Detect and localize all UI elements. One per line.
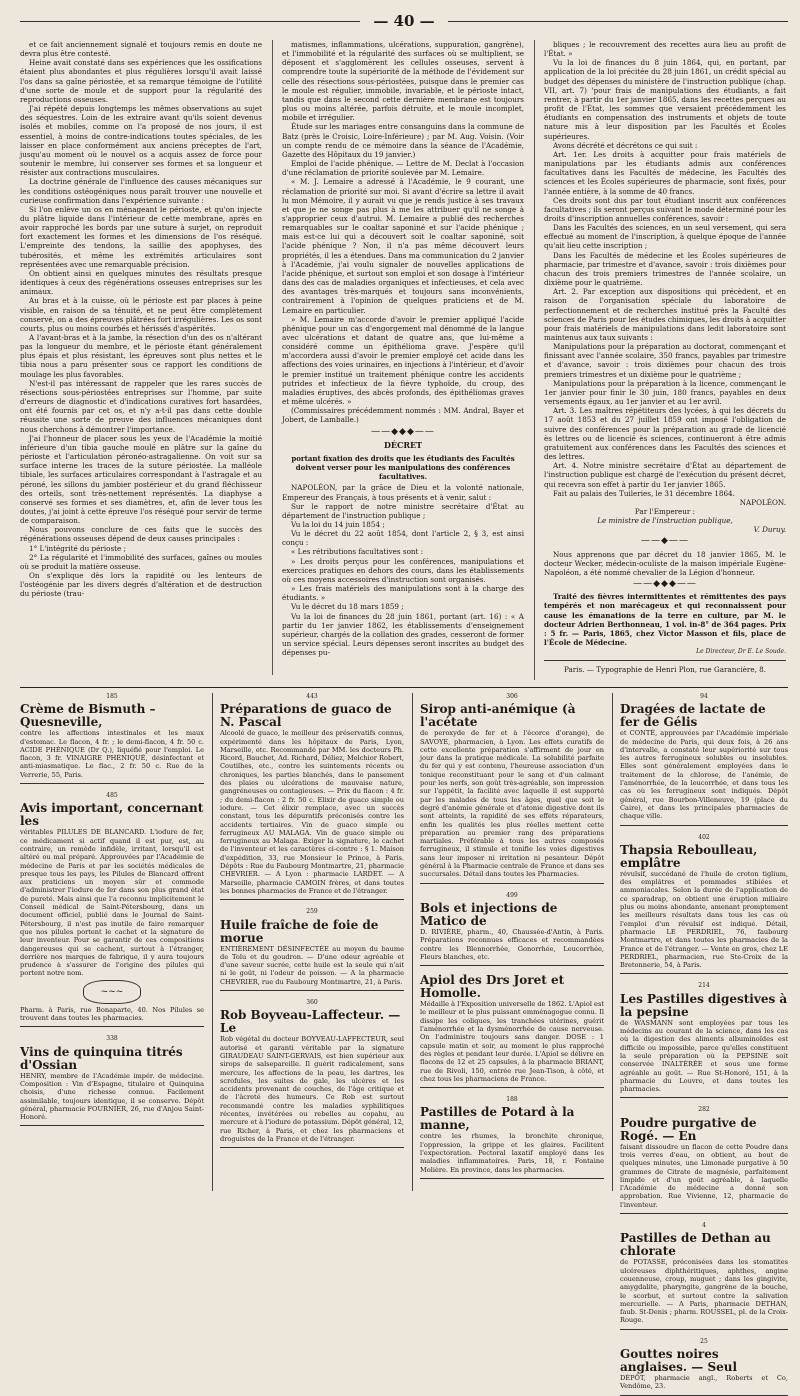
- ad-title: Les Pastilles digestives à la pepsine: [620, 991, 788, 1019]
- signature-minister: V. Duruy.: [753, 525, 786, 535]
- ad-number: 25: [700, 1337, 708, 1345]
- advertisements: [20, 693, 788, 1391]
- ad-title: Pastilles de Potard à la manne,: [420, 1105, 575, 1133]
- paragraph: Vu la loi du 14 juin 1854 ;: [291, 519, 385, 529]
- paragraph: (Commissaires précédemment nommés : MM. Andral, Bayer et Jobert, de Lamballe.): [282, 406, 524, 425]
- paragraph: Ces droits sont dus par tout étudiant inscrit aux conférences facultatives ; ils seront perçus suivant le mode déterminé pour les droits d'inscription annuelles conférences, savoir :: [544, 195, 786, 223]
- paragraph: et ce fait anciennement signalé et toujours remis en doute ne devra plus être contesté.: [20, 40, 262, 59]
- paragraph: » Les droits perçus pour les conférences, manipulations et exercices pratiques en dehors des cours, dans les établissements où ces moyens accessoires d'instruction sont organisés.: [282, 556, 524, 584]
- advertisement: [620, 982, 788, 1098]
- ad-rule: [420, 1087, 604, 1088]
- advertisement: [420, 1096, 604, 1179]
- advertisement: [220, 999, 404, 1148]
- paragraph: Art. 4. Notre ministre secrétaire d'État au département de l'instruction publique est chargé de l'exécution du présent décret, qui recevra son effet à partir du 1er janvier 1865.: [544, 461, 786, 489]
- paragraph: Manipulations pour la préparation à la licence, commençant le 1er janvier pour finir le 30 juin, 180 francs, payables en deux versements égaux, au 1er janvier et au 1er avril.: [544, 378, 786, 407]
- ad-title: Vins de quinquina titrés d'Ossian: [20, 1044, 183, 1072]
- header-rule-right: [448, 21, 788, 22]
- ad-body: de WASMANN sont employées par tous les médecins au courant de la science, dans les cas où la digestion des aliments albuminoïdes est difficile ou impossible, parce qu'elles constituent la seule préparation où la PEPSINE soit conservée INALTÉRÉE et sous une forme agréable au goût. — Rue St-Honoré, 151, à la pharmacie du Louvre, et dans toutes les pharmacies.: [620, 1018, 788, 1094]
- ad-rule: [20, 783, 204, 784]
- ad-column-2: [220, 693, 404, 1191]
- paragraph: matismes, inflammations, ulcérations, suppuration, gangrène), et l'immobilité et la régularité des surfaces où se multiplient, se déposent et s'agglomèrent les cellules osseuses, servent à comprendre toute la supériorité de la méthode de l'évidement sur celle des résections sous-périostées, puisque dans le premier cas le moule est régulier, immobile, invariable, et le périoste intact, tandis que dans le second cette dernière membrane est toujours plus ou moins altérée, parfois détruite, et le moule incomplet, mobile et irrégulier.: [282, 40, 524, 123]
- page-header: [20, 8, 788, 36]
- printer-line: Paris. — Typographie de Henri Plon, rue Garancière, 8.: [563, 665, 767, 675]
- decree-title: portant fixation des droits que les étudiants des Facultés doivent verser pour les manipulations des conférences facultatives.: [291, 453, 515, 482]
- ad-number: 360: [306, 999, 318, 1007]
- ad-title: Poudre purgative de Rogé. — En: [620, 1115, 757, 1143]
- ad-number: 443: [306, 693, 318, 700]
- ad-number: 188: [506, 1096, 518, 1104]
- paragraph: A l'avant-bras et à la jambe, la résection d'un des os n'altérant pas la longueur du membre, et le périoste étant généralement plus épais et plus résistant, les épreuves sont plus nettes et le tibia nous a paru présenter sous ce rapport les conditions de moulage les plus favorables.: [20, 333, 262, 379]
- ad-body: Médaille à l'Exposition universelle de 1862. L'Apiol est le meilleur et le plus puissant emménagogue connu. Il dissipe les coliques, les tranchées utérines, guérit l'aménorrhée et la dysménorrhée de cause nerveuse. On l'administre toujours sans danger. DOSE : 1 capsule matin et soir, au moment le plus rapproché des règles et pendant leur durée. L'Apiol se délivre en flacons de 12 et 25 capsules, à la pharmacie BRIANT, rue de Rivoli, 150, entrée rue Jean-Tison, à côté, et chez tous les pharmaciens de France.: [420, 1000, 604, 1083]
- ad-body: de peroxyde de fer et à l'écorce d'orange), de SAVOYE, pharmacien, à Lyon. Les effets curatifs de cette excellente préparation s'affirment de jour en jour dans la pratique médicale. La solubilité parfaite du fer qui y est contenu, l'heureuse association d'un tonique reconstituant pour le sang et d'un calmant pour les nerfs, son goût très-agréable, son impression sur l'appétit, la facilité avec laquelle il est supporté par les malades de tous les âges, quel que soit le degré d'anémie générale et d'atonie digestive dont ils sont atteints, la rapidité de ses effets réparateurs, enfin les qualités les plus réelles mettent cette préparation au premier rang des préparations martiales. Préférable à tous les autres composés ferrugineux, il stimule et tonifie les voies digestives sans leur imposer ni irritation ni pesanteur. Dépôt général à la Pharmacie centrale de France et dans ses succursales. Détail dans toutes les Pharmacies.: [420, 729, 604, 879]
- ad-rule: [420, 883, 604, 884]
- ad-number: 214: [698, 982, 710, 990]
- column-2: [282, 40, 524, 680]
- ad-rule: [420, 965, 604, 966]
- news-note: Nous apprenons que par décret du 18 janvier 1865, M. le docteur Wecker, médecin-oculiste de la maison impériale Eugène-Napoléon, a été nommé chevalier de la Légion d'honneur.: [544, 549, 786, 577]
- ad-title: Thapsia Reboulleau, emplâtre: [620, 842, 758, 870]
- paragraph: bliques ; le recouvrement des recettes aura lieu au profit de l'État. »: [544, 40, 786, 59]
- ad-rule: [620, 973, 788, 974]
- paragraph: Art. 3. Les maîtres répétiteurs des lycées, à qui les décrets du 17 août 1853 et du 27 juillet 1859 ont imposé l'obligation de suivre des conférences pour la préparation au grade de licencié ès lettres ou de licencié ès sciences, continueront à être admis gratuitement aux conférences dans les Facultés des sciences et des lettres.: [544, 406, 786, 462]
- ornament: ——◆◆◆——: [371, 426, 435, 437]
- ad-body: D. RIVIÈRE, pharm., 40, Chaussée-d'Antin, à Paris. Préparations reconnues efficaces et recommandées contre les Blennorrhée, Gonorrhée, Leucorrhée, Fleurs blanches, etc.: [420, 927, 604, 961]
- ad-body: Rob végétal du docteur BOYVEAU-LAFFECTEUR, seul autorisé et garanti véritable par la signature GIRAUDEAU SAINT-GERVAIS, est bien supérieur aux sirops de salsepareille. Il guérit radicalement, sans mercure, les affections de la peau, les dartres, les scrofules, les suites de gale, les ulcères et les accidents provenant de couches, de l'âge critique et de l'âcreté des humeurs. Ce Rob est surtout recommandé contre les maladies syphilitiques récentes, invétérées ou rebelles au copahu, au mercure et à l'iodure de potassium. Dépôt général, 12, rue Richer, à Paris, et chez les pharmaciens et droguistes de la France et de l'étranger.: [220, 1035, 404, 1143]
- advertisement: [220, 908, 404, 991]
- ad-title: Sirop anti-anémique (à l'acétate: [420, 702, 576, 730]
- advertisement: [620, 693, 788, 826]
- ad-title: Préparations de guaco de N. Pascal: [220, 702, 392, 730]
- advertisement: [20, 1035, 204, 1126]
- advertisement: [20, 792, 204, 1027]
- ad-body: Alcoolé de guaco, le meilleur des préservatifs connus, expérimenté dans les hôpitaux de Paris, Lyon, Marseille, etc. Recommandé par MM. les docteurs Ph. Ricord, Bauchet, Ad. Richard, Déliez, Melchior Robert, Coutilhes, etc., contre les suintements récents ou chroniques, les parties blanchés, dans le pansement des plaies ou ulcérations de mauvaise nature, gangréneuses ou contagieuses. — Prix du flacon : 4 fr. ; du demi-flacon : 2 fr. 50 c. Elixir de guaco simple ou iodure. — Cet élixir remplace, avec un succès constant, tous les dépuratifs préconisés contre les accidents tertiaires. Vin de guaco simple ou ferrugineux AU MALAGA. Vin de guaco simple ou ferrugineux au Malaga. Exiger la signature, le cachet de l'inventeur et les caractères ci-contre : § 1. Maison d'expédition, 33, rue Monsieur le Prince, à Paris. Dépôts : Rue du Faubourg Montmartre, 21, pharmacie CHEVRIER. — A Lyon : pharmacie LARDET. — A Marseille, pharmacie CAMOIN frères, et dans toutes les bonnes pharmacies de France et de l'étranger.: [220, 729, 404, 895]
- paragraph: Heine avait constaté dans ses expériences que les ossifications étaient plus abondantes et plus régulières lorsqu'il avait laissé l'os dans sa gaîne périostée, et sa remarque témoigne de l'utilité d'une sorte de moule et de support pour la régularité des reproductions osseuses.: [20, 58, 262, 104]
- decree-head: DÉCRET: [383, 439, 423, 450]
- signature-title: Le ministre de l'instruction publique,: [597, 516, 733, 526]
- ad-divider: [212, 693, 213, 1191]
- ad-number: 94: [700, 693, 708, 700]
- ad-body: faisant dissoudre un flacon de cette Poudre dans trois verres d'eau, on obtient, au bout de quelques minutes, une Limonade purgative à 50 grammes de Citrate de magnésie, parfaitement limpide et d'un goût agréable, à laquelle l'Académie de médecine a donné son approbation. Rue Vivienne, 12, pharmacie de l'inventeur.: [620, 1142, 788, 1209]
- ad-number: 185: [106, 693, 118, 700]
- paragraph: Vu la loi de finances du 8 juin 1864, qui, en portant, par application de la loi précitée du 28 juin 1861, un crédit spécial au budget des dépenses du ministère de l'instruction publique (chap. VII, art. 7) 'pour frais de manipulations des étudiants, a fait rentrer, à partir du 1er janvier 1865, dans les recettes perçues au profit de l'État, les sommes que versaient précédemment les étudiants en compensation des instruments et objets de toute nature mis à leur disposition par les Facultés et Écoles supérieures.: [544, 58, 786, 141]
- ad-title: Apiol des Drs Joret et Homolle.: [420, 973, 565, 1001]
- phenic-title: Emploi de l'acide phénique. — Lettre de M. Declat à l'occasion d'une réclamation de priorité soulevée par M. Lemaire.: [282, 159, 524, 178]
- ad-rule: [620, 1213, 788, 1214]
- ad-title: Rob Boyveau-Laffecteur. — Le: [220, 1008, 401, 1036]
- ad-number: 282: [698, 1106, 710, 1114]
- paragraph: Si l'on enlève un os en ménageant le périoste, et qu'on injecte du plâtre liquide dans l'intérieur de cette membrane, après en avoir rapproché les bords par une suture à surjet, on reproduit fort exactement les formes et les dimensions de l'os réséqué. L'empreinte des tendons, la saillie des apophyses, des tubérosités, et même les extrémités articulaires sont représentées avec une remarquable précision.: [20, 204, 262, 269]
- ad-number: 499: [506, 891, 518, 899]
- ad-body: contre les rhumes, la bronchite chronique, l'oppression, la grippe et les glaires. Facilitent l'expectoration. Pectoral laxatif employé dans les maladies inflammatoires. Paris, 18, r. Fontaine Molière. En province, dans les pharmacies.: [420, 1132, 604, 1174]
- ad-rule: [20, 1026, 204, 1027]
- ad-body: et CONTÉ, approuvées par l'Académie impériale de médecine de Paris, qui deux fois, à 26 ans d'intervalle, a constaté leur supériorité sur tous les autres ferrugineux solubles ou insolubles. Elles sont généralement employées dans le traitement de la chlorose, de l'anémie, de l'aménorrhée, de la leucorrhée, et dans tous les cas où les ferrugineux sont indiqués. Dépôt général, rue Bourbon-Villeneuve, 19 (place du Caire), et dans les principales pharmacies de chaque ville.: [620, 729, 788, 821]
- ad-title: Huile fraîche de foie de morue: [220, 917, 379, 945]
- paragraph: 2° La régularité et l'immobilité des surfaces, gaînes ou moules où se produit la matière osseuse.: [20, 552, 262, 571]
- ad-body: HENRY, membre de l'Académie impér. de médecine. Composition : Vin d'Espagne, titulaire et Quinquina choisis, d'une richesse connue. Facilement assimilable, toujours identique, il se conserve. Dépôt général, pharmacie FOURNIER, 26, rue d'Anjou Saint-Honoré.: [20, 1071, 204, 1122]
- paragraph: J'ai répété depuis longtemps les mêmes observations au sujet des séquestres. Loin de les extraire avant qu'ils soient devenus isolés et mobiles, comme on l'a proposé de nos jours, il est essentiel, à moins de contre-indications toutes spéciales, de les laisser en place conformément aux anciens préceptes de l'art, jusqu'au moment où le nouvel os a acquis assez de force pour soutenir le membre, lui conserver ses formes et sa longueur et résister aux contractions musculaires.: [20, 104, 262, 178]
- paragraph: On obtient ainsi en quelques minutes des résultats presque identiques à ceux des régénérations osseuses entreprises sur les animaux.: [20, 268, 262, 297]
- paragraph: Manipulations pour la préparation au doctorat, commençant et finissant avec l'année scolaire, 350 francs, payables par trimestre et d'avance, savoir : trois dixièmes pour chacun des trois premiers trimestres et un dixième pour le quatrième ;: [544, 342, 786, 379]
- gerant-line: Le Directeur, Dr E. Le Soude.: [696, 648, 786, 656]
- advertisement: [420, 693, 604, 884]
- paragraph: N'est-il pas intéressant de rappeler que les rares succès de résections sous-périostées entreprises sur l'homme, par suite d'erreurs de diagnostic et d'indications curatives fort hasardées, ont été fournis par cet os, et n'y a-t-il pas dans cette double réussite une sorte de preuve des influences mécaniques dont nous cherchons à démontrer l'importance.: [20, 378, 262, 434]
- study-title: Étude sur les mariages entre consanguins dans la commune de Batz (près le Croisic, Loire-Inférieure) ; par M. Aug. Voisin. (Voir un compte rendu de ce mémoire dans la séance de l'Académie, Gazette des Hôpitaux du 19 janvier.): [282, 122, 524, 159]
- paragraph: La doctrine générale de l'influence des causes mécaniques sur les conditions ostéogéniques nous paraît trouver une nouvelle et curieuse confirmation dans l'expérience suivante :: [20, 177, 262, 205]
- ad-body: révulsif, succédané de l'huile de croton tiglium, des emplâtres et pommades stibiées et ammoniacales. Selon la durée de l'application de ce sparadrap, on obtient une éruption miliaire plus ou moins abondante, amenant promptement les meilleurs résultats dans tous les cas où l'emploi d'un révulsif est indiqué. Détail, pharmacie LE PERDRIEL, 76, faubourg Montmartre, et dans toutes les pharmacies de la France et de l'étranger. — Vente en gros, chez LE PERDRIEL, pharmacien, rue Ste-Croix de la Bretonnerie, 54, à Paris.: [620, 869, 788, 970]
- ad-rule: [220, 990, 404, 991]
- ads-top-rule: [20, 687, 788, 688]
- column-3: [544, 40, 786, 680]
- advertisement: [20, 693, 204, 784]
- paragraph: » M. Lemaire m'accorde d'avoir le premier appliqué l'acide phénique pour un cas d'engorgement mal dénommé de la langue avec ulcérations et datant de quatre ans, que lui-même a considéré comme un épithélioma grave. J'espère qu'il m'accordera aussi d'avoir le premier employé cet acide dans les affections des voies urinaires, en injections à l'intérieur, et d'avoir le premier institué un traitement phénique contre les accidents putrides et infectieux de la fièvre typhoïde, du croup, des maladies éruptives, des abcès profonds, des épithéliomas graves et même ulcérés. »: [282, 314, 524, 407]
- advertisement: [420, 974, 604, 1088]
- book-notice: Traité des fièvres intermittentes et rémittentes des pays tempérés et non marécageux et qui reconnaissent pour cause les émanations de la terre en culture, par M. le docteur Adrien Berthonneau, 1 vol. in-8° de 364 pages. Prix : 5 fr. — Paris, 1865, chez Victor Masson et fils, place de l'École de Médecine.: [544, 592, 786, 647]
- ad-number: 306: [506, 693, 518, 700]
- ad-body: DÉPÔT, pharmacie angl., Roberts et Co, Vendôme, 23.: [620, 1374, 788, 1391]
- ad-rule: [620, 825, 788, 826]
- column-divider: [272, 40, 273, 675]
- paragraph: Dans les Facultés des sciences, en un seul versement, qui sera effectué au moment de l'inscription, à quelque époque de l'année qu'ait lieu cette inscription ;: [544, 223, 786, 251]
- rule: [544, 660, 786, 661]
- ad-divider: [612, 693, 613, 1191]
- ad-footer: Pharm. à Paris, rue Bonaparte, 40. Nos Pilules se trouvent dans toutes les pharmacies.: [20, 1005, 204, 1023]
- ad-rule: [220, 899, 404, 900]
- paragraph: Vu le décret du 22 août 1854, dont l'article 2, § 3, est ainsi conçu :: [282, 529, 524, 548]
- ad-number: 485: [106, 792, 118, 800]
- column-1: [20, 40, 262, 680]
- paragraph: « Les rétributions facultatives sont :: [291, 547, 424, 557]
- paragraph: Vu la loi de finances du 28 juin 1861, portant (art. 16) : « A partir du 1er janvier 1862, les établissements d'enseignement supérieur, chargés de la collation des grades, cesseront de former un service spécial. Leurs dépenses seront inscrites au budget des dépenses pu-: [282, 611, 524, 658]
- advertisement: [620, 834, 788, 975]
- ad-title: Gouttes noires anglaises. — Seul: [620, 1347, 738, 1375]
- paragraph: Nous pouvons conclure de ces faits que le succès des régénérations osseuses dépend de deux causes principales :: [20, 525, 262, 544]
- ad-body: ENTIÈREMENT DÉSINFECTÉE au moyen du baume de Tolu et du goudron. — D'une odeur agréable et d'une saveur sucrée, cette huile est la seule qui n'ait ni le goût, ni l'odeur de poisson. — A la pharmacie CHEVRIER, rue du Faubourg Montmartre, 21, à Paris.: [220, 944, 404, 986]
- advertisement: [620, 1338, 788, 1396]
- paragraph: Avons décrété et décrétons ce qui suit :: [553, 140, 698, 150]
- paragraph: Art. 2. Par exception aux dispositions qui précèdent, et en raison de l'organisation spéciale du laboratoire de perfectionnement et de recherches institué près la Faculté des sciences de Paris pour les études chimiques, les droits à acquitter pour frais matériels de manipulations dans ledit laboratoire sont maintenus aux taux suivants :: [544, 287, 786, 342]
- advertisement: [620, 1222, 788, 1330]
- advertisement: [420, 892, 604, 966]
- paragraph: 1° L'intégrité du périoste ;: [29, 543, 126, 553]
- newspaper-page: [20, 8, 788, 1391]
- ad-number: 338: [106, 1035, 118, 1043]
- paragraph: » Les frais matériels des manipulations sont à la charge des étudiants. »: [282, 584, 524, 603]
- ad-rule: [620, 1097, 788, 1098]
- ornament: ——◆◆◆——: [633, 579, 697, 590]
- paragraph: Sur le rapport de notre ministre secrétaire d'État au département de l'instruction publique ;: [282, 501, 524, 520]
- column-divider: [534, 40, 535, 680]
- ad-title: Pastilles de Dethan au chlorate: [620, 1231, 771, 1259]
- ad-body: contre les affections intestinales et les maux d'estomac. Le flacon, 4 fr. ; le demi-flacon, 4 fr. 50 c. ACIDE PHÉNIQUE (Dr Q.), liquéfié pour l'emploi. Le flacon, 3 fr. VINAIGRE PHÉNIQUÉ, désinfectant et anti-miasmatique. Le flac., 2 fr. 50 c. Rue de la Verrerie, 55, Paris.: [20, 729, 204, 779]
- ad-rule: [420, 1178, 604, 1179]
- paragraph: « M. J. Lemaire a adressé à l'Académie, le 9 courant, une réclamation de priorité sur moi. Si avant d'écrire sa lettre il avait lu mon Mémoire, il y aurait vu que je rends justice à ses travaux et que je ne songe pas plus à me les attribuer qu'il ne songe à s'approprier ceux d'autrui. M. Lemaire a publié des recherches remarquables sur le coaltar saponiné et sur l'acide phénique ; mais est-ce lui qui a découvert soit le coaltar saponiné, soit l'acide phénique ? Non, il n'a pas même découvert leurs propriétés, il les a étendues. Dans ma communication du 2 janvier à l'Académie, j'ai voulu signaler de nouvelles applications de l'acide phénique, et surtout son emploi et son dosage à l'intérieur dans des cas de maladies organiques et infectieuses, et cela avec des avantages très-marqués et toujours sans inconvénients, contrairement à l'opinion de quelques praticiens et de M. Lemaire en particulier.: [282, 177, 524, 315]
- ad-title: Dragées de lactate de fer de Gélis: [620, 702, 766, 730]
- ad-number: 4: [702, 1222, 706, 1230]
- paragraph: On s'explique dès lors la rapidité ou les lenteurs de l'ostéogénie par les divers degrés d'altération et de destruction du périoste (trau-: [20, 571, 262, 599]
- ad-title: Bols et injections de Matico de: [420, 900, 558, 928]
- ad-number: 402: [698, 833, 710, 841]
- ad-title: Crème de Bismuth – Quesneville,: [20, 702, 156, 730]
- signature-by: Par l'Empereur :: [634, 506, 696, 516]
- advertisement: [620, 1106, 788, 1214]
- ad-rule: [620, 1329, 788, 1330]
- ad-column-1: [20, 693, 204, 1191]
- signature-emperor: NAPOLÉON.: [739, 497, 786, 507]
- ad-rule: [620, 1395, 788, 1396]
- paragraph: Vu le décret du 18 mars 1859 ;: [291, 602, 404, 612]
- paragraph: Art. 1er. Les droits à acquitter pour frais matériels de manipulations par les étudiants admis aux conférences facultatives dans les Facultés de médecine, les Facultés des sciences et les Écoles supérieures de pharmacie, sont fixés, pour l'année entière, à la somme de 40 francs.: [544, 149, 786, 196]
- paragraph: Dans les Facultés de médecine et les Écoles supérieures de pharmacie, par trimestre et d'avance, savoir : trois dixièmes pour chacun des trois premiers trimestres de l'année scolaire, un dixième pour le quatrième.: [544, 250, 786, 288]
- ad-body: de POTASSE, préconisées dans les stomatites ulcéreuses diphthéritiques, aphthes, angine couenneuse, croup, muguet ; dans les gingivite, amygdalite, pharyngite, gangrène de la bouche, le scorbut, et surtout contre la salivation mercurielle. — A Paris, pharmacie DETHAN, faub. St-Denis ; pharm. ROUSSEL, pl. de la Croix-Rouge.: [620, 1258, 788, 1325]
- paragraph: Au bras et à la cuisse, où le périoste est par places à peine visible, en raison de sa ténuité, et ne peut être complètement conservé, on a des épreuves plâtrées fort irrégulières. Les os sont courts, plus ou moins courbés et hérissés d'aspérités.: [20, 296, 262, 333]
- page-number: — 40 —: [373, 12, 435, 30]
- advertisement: [220, 693, 404, 900]
- ad-rule: [20, 1125, 204, 1126]
- ornament: ——◆——: [641, 536, 689, 547]
- paragraph: NAPOLÉON, par la grâce de Dieu et la volonté nationale, Empereur des Français, à tous présents et à venir, salut :: [282, 483, 524, 502]
- ad-title: Avis important, concernant les: [20, 801, 204, 829]
- ad-rule: [220, 1147, 404, 1148]
- paragraph: Fait au palais des Tuileries, le 31 décembre 1864.: [553, 488, 735, 498]
- ad-number: 259: [306, 908, 318, 916]
- paragraph: J'ai l'honneur de placer sous les yeux de l'Académie la moitié inférieure d'un tibia gauche moulé en plâtre sur la gaîne du périoste et l'articulation péronéo-astragalienne. On voit sur sa surface interne les traces de la suture périostée. La malléole tibiale, les surfaces articulaires correspondant à l'astragale et au péroné, les sillons du jambier postérieur et du grand fléchisseur des orteils, sont très-nettement représentés. La diaphyse a conservé ses formes et ses diamètres, et, afin de lever tous les doutes, j'ai joint à cette épreuve l'os réséqué pour servir de terme de comparaison.: [20, 433, 262, 526]
- ad-column-3: [420, 693, 604, 1191]
- signature-stamp: ~~~: [83, 980, 141, 1004]
- ad-body: véritables PILULES DE BLANCARD. L'iodure de fer, ce médicament si actif quand il est pur, est, au contraire, un remède infidèle, irritant, lorsqu'il est altéré ou mal préparé. Approuvées par l'Académie de médecine de Paris et par les sociétés médicales de presque tous les pays, les Pilules de Blancard offrent aux praticiens un moyen sûr et commode d'administrer l'iodure de fer dans son plus grand état de pureté. Mais ainsi que l'a reconnu implicitement le Conseil médical de Saint-Pétersbourg, dans un document officiel, publié dans le Journal de Saint-Pétersbourg, il n'est pas inutile de faire remarquer que nos pilules portent le cachet et la signature de leur inventeur. Pour se garantir de ces compositions dangereuses qui se cachent, surtout à l'étranger, derrière nos marques de fabrique, il y aura toujours prudence à s'assurer de l'origine des pilules qui portent notre nom.: [20, 828, 204, 978]
- ad-column-4: [620, 693, 788, 1391]
- ad-divider: [412, 693, 413, 1191]
